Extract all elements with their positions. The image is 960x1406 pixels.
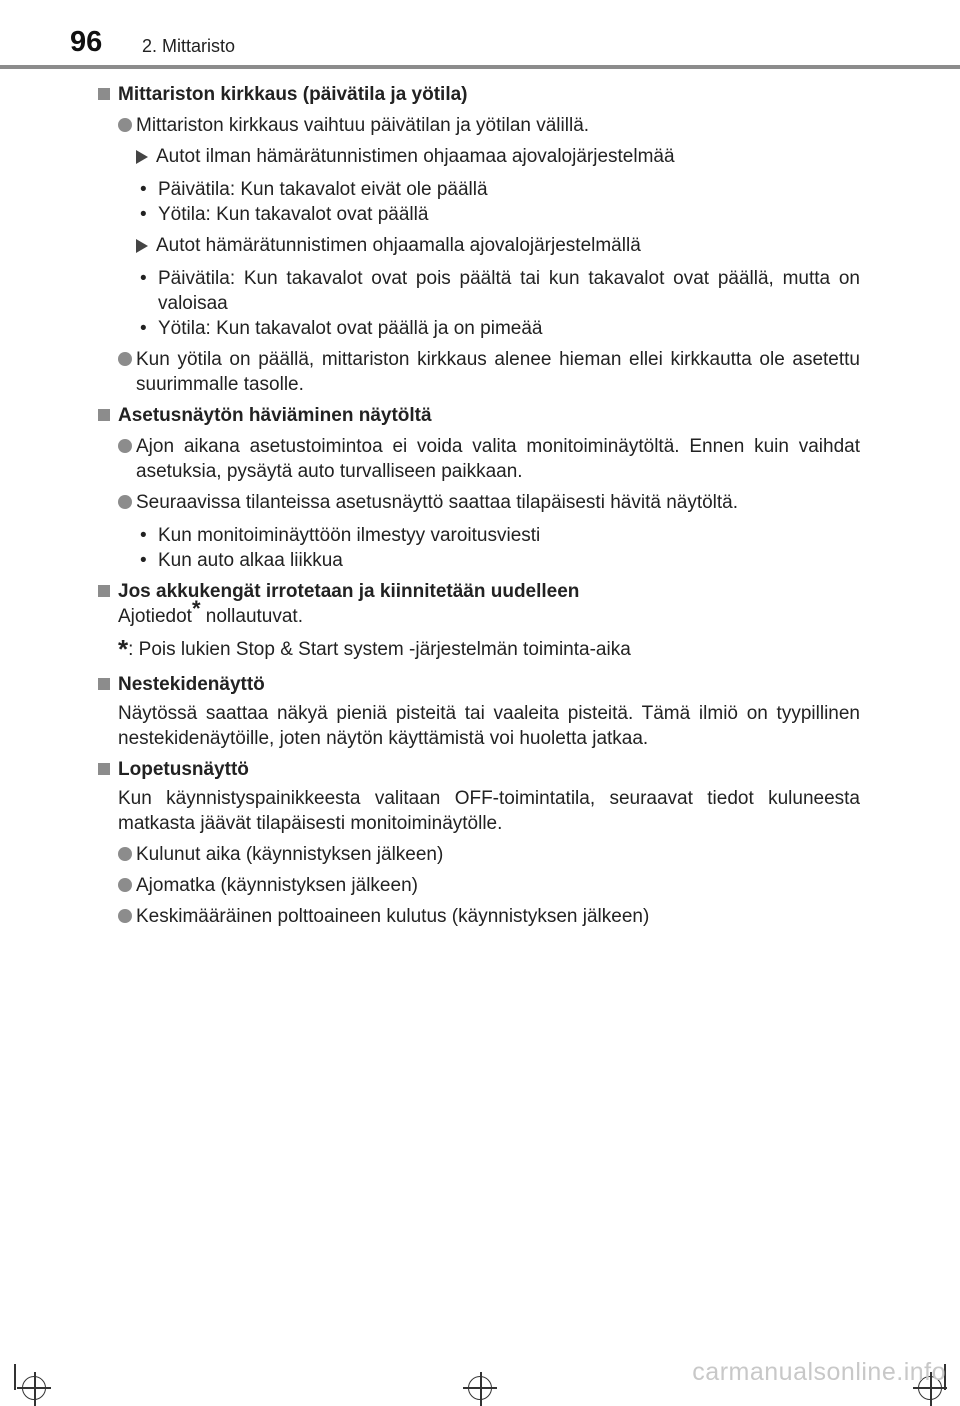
- square-bullet-icon: [98, 678, 110, 690]
- bullet-text: Kulunut aika (käynnistyksen jälkeen): [136, 844, 444, 865]
- list-item: [98, 266, 860, 316]
- bullet-item: [98, 434, 860, 484]
- square-bullet-icon: [98, 763, 110, 775]
- bullet-text: Keskimääräinen polttoaineen kulutus (käynnistyksen jälkeen): [136, 906, 650, 927]
- page-footer: [0, 1350, 960, 1392]
- circle-bullet-icon: [118, 909, 132, 923]
- square-bullet-icon: [98, 88, 110, 100]
- list-item: [98, 316, 860, 341]
- dot-bullet-icon: •: [140, 318, 147, 339]
- list-item: [98, 523, 860, 548]
- list-item: [98, 177, 860, 202]
- chapter-title: 2. Mittaristo: [142, 36, 236, 56]
- list-item-text: Päivätila: Kun takavalot ovat pois päältä tai kun takavalot ovat päällä, mutta on valoisaa: [158, 268, 860, 314]
- list-item-text: Yötila: Kun takavalot ovat päällä: [158, 204, 429, 225]
- dot-bullet-icon: •: [140, 268, 147, 289]
- section-title: Mittariston kirkkaus (päivätila ja yötila): [118, 84, 468, 105]
- header-rule: [0, 65, 960, 69]
- watermark: carmanualsonline.info: [692, 1358, 946, 1386]
- circle-bullet-icon: [118, 352, 132, 366]
- registration-mark-icon: [913, 1387, 947, 1389]
- section-heading: [98, 757, 860, 782]
- bullet-item: [98, 347, 860, 397]
- bullet-item: [98, 873, 860, 898]
- registration-mark-icon: [17, 1387, 51, 1389]
- section-heading: [98, 82, 860, 107]
- section-title: Asetusnäytön häviäminen näytöltä: [118, 405, 432, 426]
- triangle-arrow-icon: [136, 239, 148, 253]
- circle-bullet-icon: [118, 878, 132, 892]
- registration-mark-icon: [480, 1372, 482, 1406]
- page-header: [0, 0, 960, 70]
- sub-heading: [98, 233, 860, 258]
- registration-mark-icon: [34, 1372, 36, 1406]
- dot-bullet-icon: •: [140, 525, 147, 546]
- circle-bullet-icon: [118, 439, 132, 453]
- bullet-text: Ajomatka (käynnistyksen jälkeen): [136, 875, 418, 896]
- footnote-marker: *: [191, 596, 201, 621]
- circle-bullet-icon: [118, 847, 132, 861]
- footnote: [98, 634, 860, 664]
- page-content: [98, 82, 860, 929]
- circle-bullet-icon: [118, 495, 132, 509]
- list-item: [98, 548, 860, 573]
- section-title: Lopetusnäyttö: [118, 759, 249, 780]
- bullet-text: Kun yötila on päällä, mittariston kirkkaus alenee hieman ellei kirkkautta ole asetettu suurimmalle tasolle.: [136, 349, 860, 395]
- section-heading: [98, 672, 860, 697]
- list-item-text: Päivätila: Kun takavalot eivät ole päällä: [158, 179, 488, 200]
- list-item-text: Kun monitoiminäyttöön ilmestyy varoitusviesti: [158, 525, 541, 546]
- dot-bullet-icon: •: [140, 550, 147, 571]
- paragraph: [98, 596, 860, 629]
- sub-heading-text: Autot hämärätunnistimen ohjaamalla ajovalojärjestelmällä: [156, 235, 641, 256]
- square-bullet-icon: [98, 409, 110, 421]
- footnote-text: : Pois lukien Stop & Start system -järjestelmän toiminta-aika: [128, 639, 631, 660]
- paragraph-text: Näytössä saattaa näkyä pieniä pisteitä tai vaaleita pisteitä. Tämä ilmiö on tyypillinen nestekidenäytöille, joten näytön käyttämistä voi huoletta jatkaa.: [118, 703, 860, 749]
- paragraph: [98, 786, 860, 836]
- section-title: Jos akkukengät irrotetaan ja kiinnitetään uudelleen: [118, 581, 580, 602]
- registration-mark-icon: [463, 1387, 497, 1389]
- bullet-text: Seuraavissa tilanteissa asetusnäyttö saattaa tilapäisesti hävitä näytöltä.: [136, 492, 739, 513]
- paragraph-text: nollautuvat.: [200, 606, 303, 627]
- section-heading: [98, 579, 860, 604]
- bullet-text: Ajon aikana asetustoimintoa ei voida valita monitoiminäytöltä. Ennen kuin vaihdat asetuksia, pysäytä auto turvalliseen paikkaan.: [136, 436, 860, 482]
- paragraph-text: Kun käynnistyspainikkeesta valitaan OFF-toimintatila, seuraavat tiedot kuluneesta matkasta jäävät tilapäisesti monitoiminäytölle.: [118, 788, 860, 834]
- paragraph: [98, 701, 860, 751]
- list-item: [98, 202, 860, 227]
- bullet-text: Mittariston kirkkaus vaihtuu päivätilan ja yötilan välillä.: [136, 115, 590, 136]
- bullet-item: [98, 113, 860, 138]
- list-item-text: Yötila: Kun takavalot ovat päällä ja on pimeää: [158, 318, 543, 339]
- dot-bullet-icon: •: [140, 204, 147, 225]
- circle-bullet-icon: [118, 118, 132, 132]
- dot-bullet-icon: •: [140, 179, 147, 200]
- section-title: Nestekidenäyttö: [118, 674, 265, 695]
- crop-mark-icon: [14, 1364, 16, 1390]
- paragraph-text: Ajotiedot: [118, 606, 192, 627]
- sub-heading: [98, 144, 860, 169]
- triangle-arrow-icon: [136, 150, 148, 164]
- sub-heading-text: Autot ilman hämärätunnistimen ohjaamaa ajovalojärjestelmää: [156, 146, 675, 167]
- bullet-item: [98, 842, 860, 867]
- page-number: 96: [70, 26, 103, 58]
- bullet-item: [98, 490, 860, 515]
- bullet-item: [98, 904, 860, 929]
- footnote-star: *: [118, 634, 129, 664]
- section-heading: [98, 403, 860, 428]
- list-item-text: Kun auto alkaa liikkua: [158, 550, 343, 571]
- square-bullet-icon: [98, 585, 110, 597]
